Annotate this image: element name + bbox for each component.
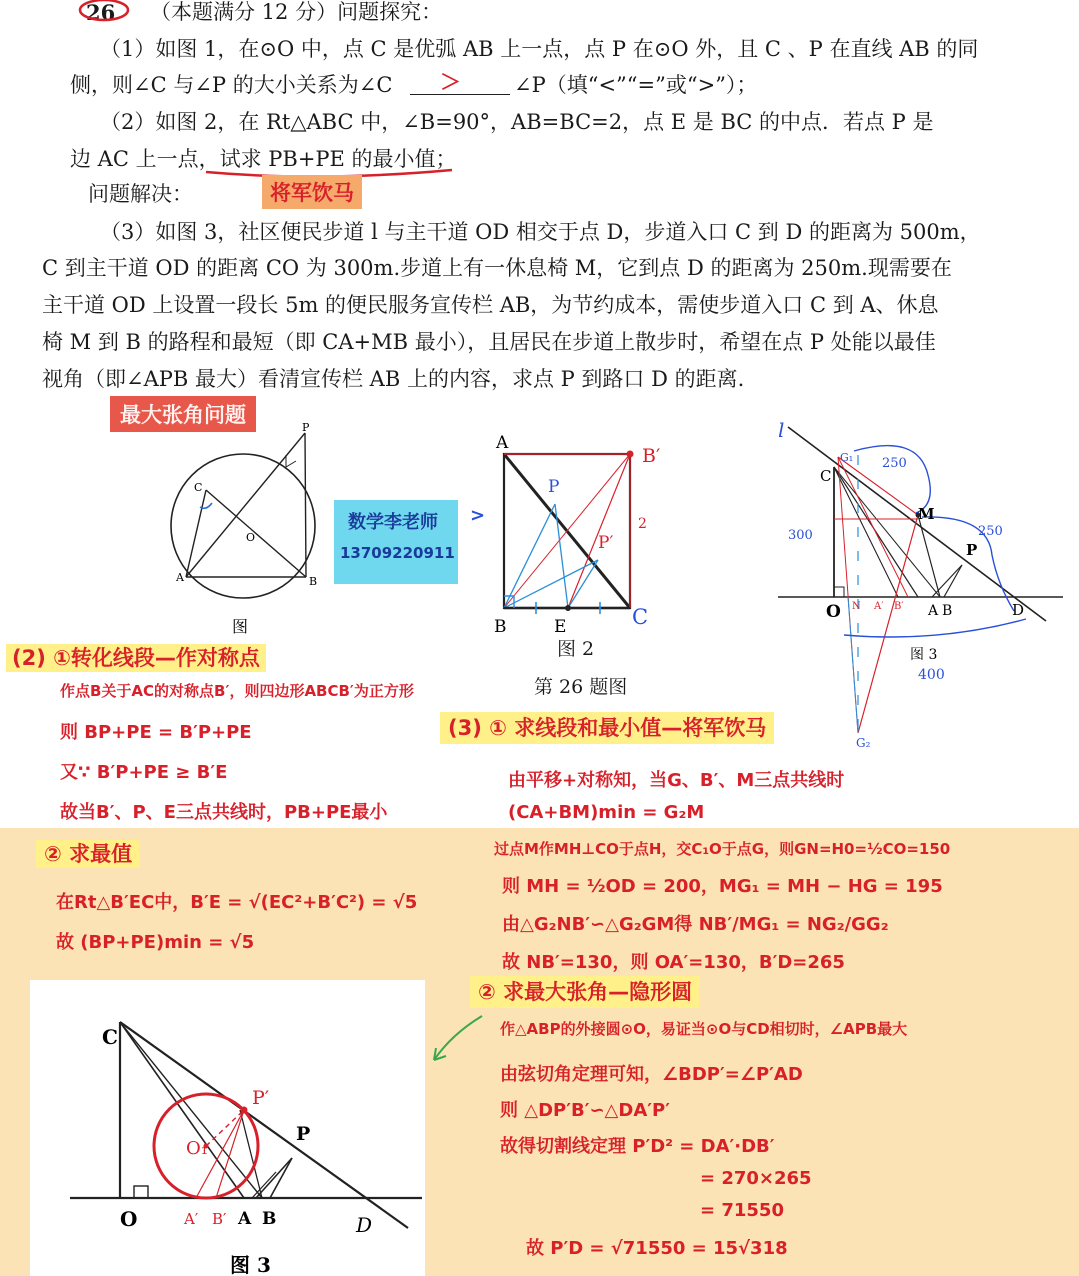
figure-1 bbox=[170, 415, 330, 635]
part1-line2-end: ∠P（填“<”“=”或“>”）； bbox=[514, 73, 758, 97]
solve-heading: 问题解决： bbox=[88, 182, 193, 206]
fig2-label-a: A bbox=[496, 433, 509, 453]
p3-note-9: 则 △DP′B′∽△DA′P′ bbox=[500, 1100, 670, 1121]
part1-line1: （1）如图 1，在⊙O 中，点 C 是优弧 AB 上一点，点 P 在⊙O 外，且 C 、P 在直线 AB 的同 bbox=[100, 37, 979, 61]
part3-line2: C 到主干道 OD 的距离 CO 为 300m.步道上有一休息椅 M，它到点 D 的距离为 250m.现需要在 bbox=[42, 256, 952, 280]
part1-line2: 侧，则∠C 与∠P 的大小关系为∠C bbox=[70, 73, 393, 97]
fig3-label-p: P bbox=[966, 541, 978, 559]
part2-line1: （2）如图 2，在 Rt△ABC 中，∠B=90°，AB=BC=2，点 E 是 BC 的中点．若点 P 是 bbox=[100, 110, 934, 134]
figures-title: 第 26 题图 bbox=[534, 676, 628, 698]
fig3-label-b: B bbox=[942, 603, 953, 619]
part3-line4: 椅 M 到 B 的路程和最短（即 CA+MB 最小），且居民在步道上散步时，希望在点 P 处能以最佳 bbox=[42, 330, 936, 354]
fig3b-label-o1: O₁ bbox=[186, 1138, 208, 1159]
part1-answer: ＞ bbox=[440, 70, 461, 94]
fig3-label-g2: G₂ bbox=[856, 736, 871, 750]
part3-line1: （3）如图 3，社区便民步道 l 与主干道 OD 相交于点 D，步道入口 C 到 D 的距离为 500m， bbox=[100, 220, 981, 244]
p2-note-3: 又∵ B′P+PE ≥ B′E bbox=[60, 762, 228, 783]
p3-note-13: 故 P′D = √71550 = 15√318 bbox=[526, 1238, 788, 1259]
fig3-label-g1: G₁ bbox=[840, 451, 854, 464]
p3-note-5: 由△G₂NB′∽△G₂GM得 NB′/MG₁ = NG₂/GG₂ bbox=[502, 914, 889, 935]
p2-title-wrap: (2) ①转化线段—作对称点 bbox=[6, 642, 266, 672]
fig1-label-a: A bbox=[176, 571, 184, 584]
fig3-250a: 250 bbox=[882, 456, 907, 471]
pointer-arrow-icon bbox=[428, 1010, 488, 1070]
fig1-label-p: P bbox=[302, 421, 310, 434]
p2-note-1: 作点B关于AC的对称点B′，则四边形ABCB′为正方形 bbox=[60, 682, 414, 700]
watermark: 数学李老师 13709220911 bbox=[334, 500, 458, 584]
p3-title-wrap: (3) ① 求线段和最小值—将军饮马 bbox=[440, 712, 774, 742]
fig3-label-bp: B′ bbox=[894, 601, 904, 612]
p2-note-6: 故 (BP+PE)min = √5 bbox=[56, 932, 255, 953]
p3-note-11: = 270×265 bbox=[700, 1168, 812, 1189]
fig2-label-e: E bbox=[554, 617, 567, 637]
p2-note-5: 在Rt△B′EC中，B′E = √(EC²+B′C²) = √5 bbox=[56, 892, 418, 913]
p3-note-7: 作△ABP的外接圆⊙O，易证当⊙O与CD相切时，∠APB最大 bbox=[500, 1020, 908, 1038]
fig2-label-p: P bbox=[548, 477, 560, 497]
fig3b-label-c: C bbox=[102, 1025, 118, 1049]
fig3b-label-d: D bbox=[356, 1213, 373, 1237]
p2-note-2: 则 BP+PE = B′P+PE bbox=[60, 722, 252, 743]
p3-note-6: 故 NB′=130，则 OA′=130，B′D=265 bbox=[502, 952, 845, 973]
part2-line2: 边 AC 上一点，试求 PB+PE 的最小值； bbox=[70, 147, 457, 171]
fig3-label-m: M bbox=[918, 505, 935, 523]
fig3-label-d: D bbox=[1012, 601, 1025, 619]
figure-3-copy bbox=[30, 980, 425, 1276]
fig2-label-b: B bbox=[494, 617, 507, 637]
fig3-label-n: N bbox=[852, 601, 861, 612]
fig1-label-o: O bbox=[246, 531, 256, 544]
fig2-label-pp: P′ bbox=[598, 533, 614, 553]
fig3b-caption: 图 3 bbox=[230, 1253, 271, 1276]
fig3-300: 300 bbox=[788, 528, 813, 543]
problem-header: （本题满分 12 分）问题探究： bbox=[150, 0, 443, 24]
fig3b-label-ap: A′ bbox=[184, 1210, 199, 1228]
part3-line3: 主干道 OD 上设置一段长 5m 的便民服务宣传栏 AB，为节约成本，需使步道入口 C 到 A、休息 bbox=[42, 293, 939, 317]
part3-tag: 最大张角问题 bbox=[110, 396, 256, 432]
fig2-label-bp: B′ bbox=[642, 445, 661, 467]
p3-note-8: 由弦切角定理可知，∠BDP′=∠P′AD bbox=[500, 1064, 803, 1085]
fig3b-label-b: B bbox=[262, 1209, 277, 1229]
fig3b-label-a: A bbox=[238, 1209, 252, 1229]
problem-number: 26 bbox=[86, 0, 116, 25]
walkway-l bbox=[788, 427, 1046, 621]
fig1-label-c: C bbox=[194, 481, 203, 494]
fig3b-label-o: O bbox=[120, 1207, 138, 1231]
problem-number-circle bbox=[78, 0, 134, 24]
fig2-side: 2 bbox=[638, 516, 647, 532]
fig1-caption: 图 bbox=[232, 617, 249, 635]
fig1-label-b: B bbox=[309, 575, 318, 588]
p3-note-10: 故得切割线定理 P′D² = DA′·DB′ bbox=[500, 1136, 775, 1157]
watermark-arrow: > bbox=[470, 505, 486, 526]
fig3-label-l: l bbox=[778, 418, 785, 442]
p3-note-3: 过点M作MH⊥CO于点H，交C₁O于点G，则GN=H0=½CO=150 bbox=[494, 840, 951, 858]
fig3-label-a: A bbox=[928, 603, 939, 619]
part2-tag: 将军饮马 bbox=[262, 175, 362, 209]
p3-note-12: = 71550 bbox=[700, 1200, 784, 1221]
fig3-label-ap: A′ bbox=[874, 601, 884, 612]
figure-2 bbox=[490, 420, 670, 660]
p3-note-4: 则 MH = ½OD = 200，MG₁ = MH − HG = 195 bbox=[502, 876, 943, 897]
fig3b-label-p: P bbox=[296, 1123, 311, 1145]
fig3b-label-pp: P′ bbox=[252, 1087, 270, 1109]
fig3-400: 400 bbox=[918, 667, 945, 683]
fig3-caption: 图 3 bbox=[910, 647, 938, 663]
figure-3 bbox=[778, 415, 1068, 755]
fig3b-label-bp: B′ bbox=[212, 1210, 227, 1228]
fig2-label-c: C bbox=[632, 605, 649, 629]
p3-sub2-wrap: ② 求最大张角—隐形圆 bbox=[470, 976, 700, 1006]
fig3-label-o: O bbox=[826, 602, 841, 622]
fig3-250b: 250 bbox=[978, 524, 1003, 539]
fig2-caption: 图 2 bbox=[557, 638, 595, 660]
p2-note-4: 故当B′、P、E三点共线时，PB+PE最小 bbox=[60, 802, 388, 823]
p3-note-2: (CA+BM)min = G₂M bbox=[508, 802, 705, 823]
p3-note-1: 由平移+对称知，当G、B′、M三点共线时 bbox=[508, 770, 845, 791]
part3-line5: 视角（即∠APB 最大）看清宣传栏 AB 上的内容，求点 P 到路口 D 的距离. bbox=[42, 367, 745, 391]
p2-sub2-wrap: ② 求最值 bbox=[36, 838, 140, 868]
fig3-label-c: C bbox=[820, 467, 832, 485]
